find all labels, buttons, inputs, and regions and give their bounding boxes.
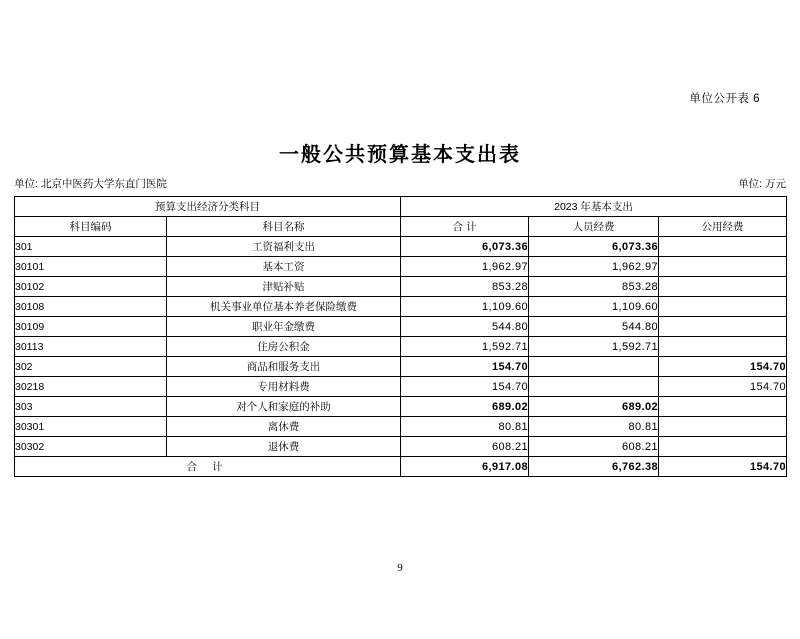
page-number: 9 bbox=[397, 562, 403, 574]
unit-name: 单位: 北京中医药大学东直门医院 bbox=[14, 178, 167, 190]
meta-row bbox=[14, 176, 786, 191]
cell-personnel: 1,962.97 bbox=[529, 257, 659, 277]
cell-personnel: 853.28 bbox=[529, 277, 659, 297]
cell-name: 津贴补贴 bbox=[167, 277, 401, 297]
total-label: 合 计 bbox=[15, 457, 401, 477]
cell-public bbox=[659, 337, 787, 357]
budget-table bbox=[14, 196, 787, 477]
cell-personnel: 1,109.60 bbox=[529, 297, 659, 317]
cell-code: 30218 bbox=[15, 377, 167, 397]
table-row bbox=[15, 257, 787, 277]
cell-code: 303 bbox=[15, 397, 167, 417]
cell-total: 544.80 bbox=[401, 317, 529, 337]
page-title: 一般公共预算基本支出表 bbox=[279, 144, 521, 166]
cell-total: 853.28 bbox=[401, 277, 529, 297]
cell-code: 30301 bbox=[15, 417, 167, 437]
cell-total: 1,592.71 bbox=[401, 337, 529, 357]
cell-personnel: 6,073.36 bbox=[529, 237, 659, 257]
table-column-header-row bbox=[15, 217, 787, 237]
cell-public: 154.70 bbox=[659, 357, 787, 377]
table-total-row bbox=[15, 457, 787, 477]
cell-total: 608.21 bbox=[401, 437, 529, 457]
cell-total: 1,962.97 bbox=[401, 257, 529, 277]
cell-name: 职业年金缴费 bbox=[167, 317, 401, 337]
cell-total: 80.81 bbox=[401, 417, 529, 437]
cell-total: 154.70 bbox=[401, 357, 529, 377]
cell-total: 1,109.60 bbox=[401, 297, 529, 317]
table-row bbox=[15, 297, 787, 317]
column-header-name: 科目名称 bbox=[167, 217, 401, 237]
cell-personnel: 1,592.71 bbox=[529, 337, 659, 357]
group-header-right: 2023 年基本支出 bbox=[401, 197, 787, 217]
cell-name: 专用材料费 bbox=[167, 377, 401, 397]
form-number: 单位公开表 6 bbox=[689, 93, 760, 105]
table-body bbox=[15, 237, 787, 477]
cell-name: 离休费 bbox=[167, 417, 401, 437]
total-total: 6,917.08 bbox=[401, 457, 529, 477]
table-row bbox=[15, 377, 787, 397]
cell-personnel: 544.80 bbox=[529, 317, 659, 337]
cell-total: 689.02 bbox=[401, 397, 529, 417]
cell-total: 6,073.36 bbox=[401, 237, 529, 257]
cell-name: 基本工资 bbox=[167, 257, 401, 277]
cell-code: 30302 bbox=[15, 437, 167, 457]
cell-public bbox=[659, 397, 787, 417]
cell-name: 工资福利支出 bbox=[167, 237, 401, 257]
cell-code: 302 bbox=[15, 357, 167, 377]
cell-code: 30102 bbox=[15, 277, 167, 297]
cell-public bbox=[659, 317, 787, 337]
column-header-total: 合 计 bbox=[401, 217, 529, 237]
cell-public bbox=[659, 417, 787, 437]
cell-public bbox=[659, 437, 787, 457]
cell-public bbox=[659, 257, 787, 277]
cell-name: 住房公积金 bbox=[167, 337, 401, 357]
column-header-personnel: 人员经费 bbox=[529, 217, 659, 237]
table-row bbox=[15, 417, 787, 437]
table-row bbox=[15, 317, 787, 337]
cell-personnel bbox=[529, 357, 659, 377]
group-header-left: 预算支出经济分类科目 bbox=[15, 197, 401, 217]
cell-code: 301 bbox=[15, 237, 167, 257]
cell-personnel: 689.02 bbox=[529, 397, 659, 417]
table-row bbox=[15, 277, 787, 297]
cell-personnel: 608.21 bbox=[529, 437, 659, 457]
cell-code: 30113 bbox=[15, 337, 167, 357]
cell-public: 154.70 bbox=[659, 377, 787, 397]
cell-name: 商品和服务支出 bbox=[167, 357, 401, 377]
total-personnel: 6,762.38 bbox=[529, 457, 659, 477]
table-row bbox=[15, 437, 787, 457]
cell-code: 30109 bbox=[15, 317, 167, 337]
cell-name: 退休费 bbox=[167, 437, 401, 457]
cell-public bbox=[659, 237, 787, 257]
table-group-header-row bbox=[15, 197, 787, 217]
cell-name: 机关事业单位基本养老保险缴费 bbox=[167, 297, 401, 317]
cell-personnel bbox=[529, 377, 659, 397]
unit-measure: 单位: 万元 bbox=[738, 178, 786, 190]
table-row bbox=[15, 357, 787, 377]
table-row bbox=[15, 337, 787, 357]
cell-total: 154.70 bbox=[401, 377, 529, 397]
total-public: 154.70 bbox=[659, 457, 787, 477]
column-header-code: 科目编码 bbox=[15, 217, 167, 237]
cell-code: 30101 bbox=[15, 257, 167, 277]
table-header bbox=[15, 197, 787, 237]
cell-code: 30108 bbox=[15, 297, 167, 317]
cell-public bbox=[659, 277, 787, 297]
table-row bbox=[15, 237, 787, 257]
cell-name: 对个人和家庭的补助 bbox=[167, 397, 401, 417]
table-row bbox=[15, 397, 787, 417]
column-header-public: 公用经费 bbox=[659, 217, 787, 237]
cell-personnel: 80.81 bbox=[529, 417, 659, 437]
cell-public bbox=[659, 297, 787, 317]
